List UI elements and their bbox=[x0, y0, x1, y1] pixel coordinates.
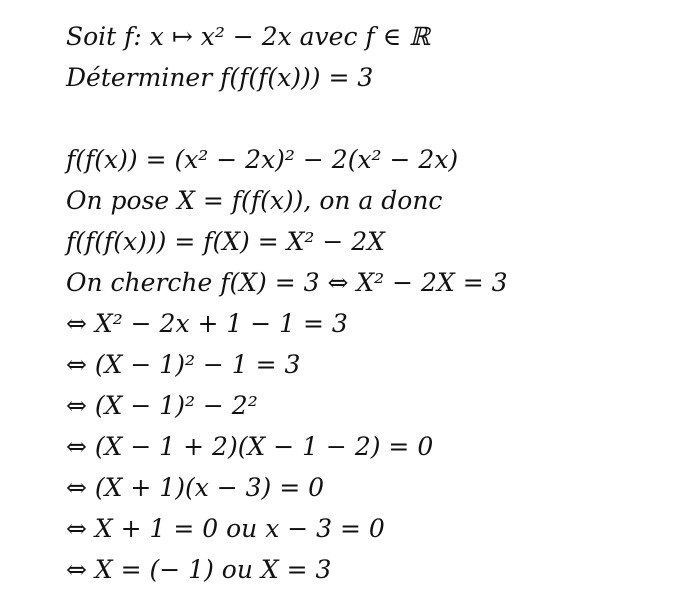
solution-line: ⇔ (X − 1)² − 1 = 3 bbox=[66, 350, 301, 379]
problem-statement-line: Soit f: x ↦ x² − 2x avec f ∈ ℝ bbox=[66, 22, 430, 51]
solution-line: ⇔ X² − 2x + 1 − 1 = 3 bbox=[66, 309, 348, 338]
solution-line: ⇔ (X − 1)² − 2² bbox=[66, 391, 258, 420]
solution-line: f(f(x)) = (x² − 2x)² − 2(x² − 2x) bbox=[66, 145, 459, 174]
solution-line: ⇔ X + 1 = 0 ou x − 3 = 0 bbox=[66, 514, 385, 543]
solution-line: f(f(f(x))) = f(X) = X² − 2X bbox=[66, 227, 385, 256]
solution-line: ⇔ (X − 1 + 2)(X − 1 − 2) = 0 bbox=[66, 432, 434, 461]
solution-line: On cherche f(X) = 3 ⇔ X² − 2X = 3 bbox=[66, 268, 508, 297]
solution-line: ⇔ X = (− 1) ou X = 3 bbox=[66, 555, 332, 584]
solution-line: On pose X = f(f(x)), on a donc bbox=[66, 186, 443, 215]
solution-line: ⇔ (X + 1)(x − 3) = 0 bbox=[66, 473, 325, 502]
problem-question-line: Déterminer f(f(f(x))) = 3 bbox=[66, 63, 374, 92]
